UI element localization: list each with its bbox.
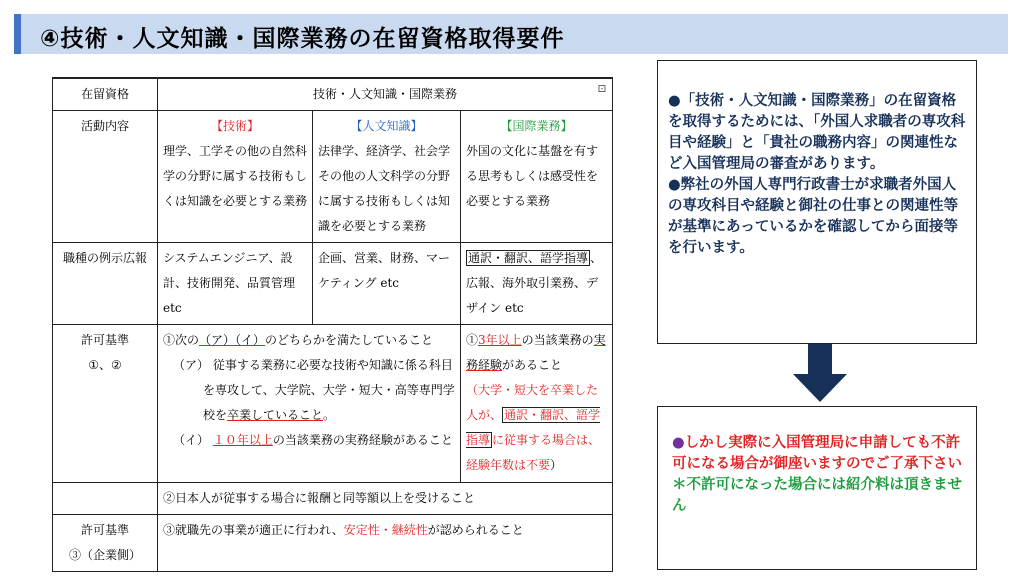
header-label: 在留資格	[80, 87, 129, 101]
disclaimer-box	[657, 406, 977, 570]
activity-label-cell	[53, 111, 158, 243]
screening-info-para-1: ●「技術・人文知識・国際業務」の在留資格を取得するためには、「外国人求職者の専攻科目や経験」と「貴社の職務内容」の関連性など入国管理局の審査があります。	[668, 93, 966, 172]
permit1-intl-f: 経験年数は不要	[466, 458, 551, 472]
disclaimer-para-1-text: しかし実際に入国管理局に申請しても不許可になる場合が御座いますのでご了承下さい	[672, 435, 962, 472]
permit1-line2-a: （ア） 従事する業務に必要な技術や知識に係る科目を専攻して、大学院、大学・短大・高等専門学校を	[173, 358, 455, 422]
permit1-label-cell	[53, 325, 158, 483]
permit1-intl-u2: 実務経験	[466, 333, 606, 372]
permit1-intl-b: の当該業務の	[521, 333, 594, 347]
disclaimer-bullet: ●	[672, 435, 685, 451]
permit3-label-cell	[53, 515, 158, 572]
down-arrow-icon	[793, 344, 847, 402]
permit1-cell	[158, 325, 461, 483]
page-title: ④技術・人文知識・国際業務の在留資格取得要件	[40, 26, 565, 52]
scan-icon[interactable]: ⊡	[597, 82, 607, 95]
permit1-line1-c: のどちらかを満たしていること	[265, 333, 434, 347]
permit1-intl-e: に従事する場合は、	[492, 433, 601, 447]
permit1-intl-a: ①	[466, 333, 479, 347]
permit1-intl-boxed: 通訳・翻訳、語学指導	[466, 408, 601, 447]
disclaimer-para-2: ＊不許可になった場合には紹介料は頂きません	[672, 477, 962, 514]
title-bar	[14, 14, 1008, 54]
permit1-intl-g: ）	[550, 458, 563, 472]
permit1-line1-a: ①次の	[163, 333, 200, 347]
permit1-line2-end: 。	[323, 408, 336, 422]
jobs-international-boxed: 通訳・翻訳、語学指導	[468, 251, 589, 265]
permit1-intl-d: （大学・短大を卒業した人が、	[466, 383, 599, 422]
category-technology-text: 理学、工学その他の自然科学の分野に属する技術もしくは知識を必要とする業務	[163, 144, 308, 208]
title-accent-bar	[14, 14, 21, 54]
permit1-line2-u: 卒業していること	[227, 408, 324, 422]
jobs-technology: システムエンジニア、設計、技術開発、品質管理 etc	[158, 243, 313, 325]
permit3-b: が認められること	[427, 523, 524, 537]
permit1-line1-b: （ア）（イ）	[199, 333, 266, 347]
permit2-label-cell	[53, 483, 158, 515]
permit1-line3	[163, 428, 455, 453]
permit1-intl-c: があること	[502, 358, 563, 372]
jobs-international-rest: 、広報、海外取引業務、デザイン etc	[466, 251, 603, 315]
permit3-cell	[158, 515, 613, 572]
permit1-line2	[163, 353, 455, 428]
permit3-label-b: ③（企業側）	[68, 548, 141, 562]
activity-label: 活動内容	[80, 119, 129, 133]
permit3-label-a: 許可基準	[80, 523, 129, 537]
header-value: 技術・人文知識・国際業務	[312, 87, 457, 101]
header-label-cell	[53, 78, 158, 111]
jobs-label: 職種の例示広報	[62, 251, 147, 265]
permit1-label-a: 許可基準	[80, 333, 129, 347]
permit1-line3-b: の当該業務の実務経験があること	[272, 433, 453, 447]
category-international-name: 【国際業務】	[500, 119, 573, 133]
permit1-line1	[163, 328, 455, 353]
category-international-cell	[461, 111, 613, 243]
permit2-cell: ②日本人が従事する場合に報酬と同等額以上を受けること	[158, 483, 613, 515]
permit3-a: ③就職先の事業が適正に行われ、	[163, 523, 344, 537]
permit1-intl-u1: 3年以上	[478, 333, 522, 347]
category-humanities-text: 法律学、経済学、社会学その他の人文科学の分野に属する技術もしくは知識を必要とする業務	[318, 144, 451, 233]
disclaimer-para-1	[658, 407, 976, 475]
screening-info-para-2: ●弊社の外国人専門行政書士が求職者外国人の専攻科目や経験と御社の仕事との関連性等が基準にあっているかを確認してから面接等を行います。	[668, 177, 958, 256]
permit3-red: 安定性・継続性	[343, 523, 428, 537]
jobs-label-cell	[53, 243, 158, 325]
category-technology-cell	[158, 111, 313, 243]
permit1-label-b: ①、②	[88, 358, 122, 372]
jobs-international-cell	[461, 243, 613, 325]
permit1-line3-u: １０年以上	[212, 433, 273, 447]
category-technology-name: 【技術】	[210, 119, 259, 133]
category-humanities-name: 【人文知識】	[350, 119, 423, 133]
jobs-humanities: 企画、営業、財務、マーケティング etc	[313, 243, 461, 325]
screening-info-box	[657, 60, 977, 344]
permit1-line3-a: （イ）	[173, 433, 213, 447]
header-value-cell	[158, 78, 613, 111]
category-humanities-cell	[313, 111, 461, 243]
permit1-international-cell	[461, 325, 613, 483]
requirements-table	[52, 77, 613, 572]
category-international-text: 外国の文化に基盤を有する思考もしくは感受性を必要とする業務	[466, 144, 599, 208]
